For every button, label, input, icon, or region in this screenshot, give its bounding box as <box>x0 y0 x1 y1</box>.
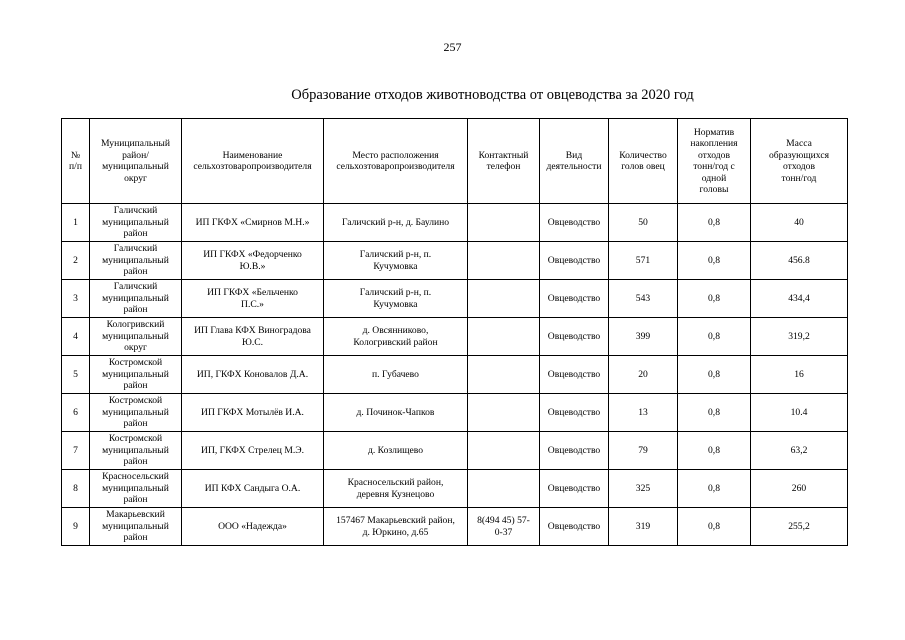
activity-cell: Овцеводство <box>540 318 609 356</box>
phone-cell <box>468 318 540 356</box>
header-number: № п/п <box>62 119 90 204</box>
waste-norm-cell: 0,8 <box>678 204 751 242</box>
waste-norm-cell: 0,8 <box>678 242 751 280</box>
table-row <box>62 432 848 470</box>
activity-cell: Овцеводство <box>540 432 609 470</box>
phone-cell <box>468 204 540 242</box>
waste-norm-cell: 0,8 <box>678 356 751 394</box>
location-cell: д. Починок-Чапков <box>324 394 468 432</box>
activity-cell: Овцеводство <box>540 204 609 242</box>
table-row <box>62 470 848 508</box>
activity-cell: Овцеводство <box>540 508 609 546</box>
producer-name-cell: ИП Глава КФХ Виноградова Ю.С. <box>182 318 324 356</box>
producer-name-cell: ИП, ГКФХ Коновалов Д.А. <box>182 356 324 394</box>
table-body <box>62 204 848 546</box>
producer-name-cell: ИП, ГКФХ Стрелец М.Э. <box>182 432 324 470</box>
header-location: Место расположения сельхозтоваропроизводителя <box>324 119 468 204</box>
producer-name-cell: ИП ГКФХ «Смирнов М.Н.» <box>182 204 324 242</box>
sheep-count-cell: 543 <box>609 280 678 318</box>
header-phone: Контактный телефон <box>468 119 540 204</box>
waste-mass-cell: 255,2 <box>751 508 848 546</box>
header-activity: Вид деятельности <box>540 119 609 204</box>
producer-name-cell: ИП ГКФХ Мотылёв И.А. <box>182 394 324 432</box>
waste-mass-cell: 40 <box>751 204 848 242</box>
waste-mass-cell: 10.4 <box>751 394 848 432</box>
sheep-count-cell: 319 <box>609 508 678 546</box>
page-number: 257 <box>443 40 462 54</box>
header-producer-name: Наименование сельхозтоваропроизводителя <box>182 119 324 204</box>
sheep-count-cell: 50 <box>609 204 678 242</box>
row-number-cell: 6 <box>62 394 90 432</box>
waste-norm-cell: 0,8 <box>678 394 751 432</box>
phone-cell <box>468 242 540 280</box>
location-cell: 157467 Макарьевский район, д. Юркино, д.65 <box>324 508 468 546</box>
sheep-count-cell: 13 <box>609 394 678 432</box>
producer-name-cell: ИП ГКФХ «Бельченко П.С.» <box>182 280 324 318</box>
phone-cell <box>468 432 540 470</box>
table-row <box>62 204 848 242</box>
activity-cell: Овцеводство <box>540 470 609 508</box>
row-number-cell: 8 <box>62 470 90 508</box>
waste-mass-cell: 260 <box>751 470 848 508</box>
location-cell: д. Овсянниково, Кологривский район <box>324 318 468 356</box>
table-header-row <box>62 119 848 204</box>
activity-cell: Овцеводство <box>540 280 609 318</box>
sheep-count-cell: 79 <box>609 432 678 470</box>
waste-norm-cell: 0,8 <box>678 318 751 356</box>
producer-name-cell: ИП ГКФХ «Федорченко Ю.В.» <box>182 242 324 280</box>
location-cell: п. Губачево <box>324 356 468 394</box>
phone-cell <box>468 280 540 318</box>
table-row <box>62 508 848 546</box>
table-row <box>62 242 848 280</box>
sheep-count-cell: 325 <box>609 470 678 508</box>
producer-name-cell: ООО «Надежда» <box>182 508 324 546</box>
location-cell: Красносельский район, деревня Кузнецово <box>324 470 468 508</box>
location-cell: д. Козлищево <box>324 432 468 470</box>
waste-mass-cell: 319,2 <box>751 318 848 356</box>
waste-mass-cell: 456.8 <box>751 242 848 280</box>
row-number-cell: 9 <box>62 508 90 546</box>
document-title: Образование отходов животноводства от овцеводства за 2020 год <box>291 87 694 103</box>
row-number-cell: 3 <box>62 280 90 318</box>
waste-norm-cell: 0,8 <box>678 280 751 318</box>
header-waste-norm: Норматив накопления отходов тонн/год с одной головы <box>678 119 751 204</box>
district-cell: Костромской муниципальный район <box>90 394 182 432</box>
sheep-count-cell: 571 <box>609 242 678 280</box>
waste-norm-cell: 0,8 <box>678 470 751 508</box>
activity-cell: Овцеводство <box>540 394 609 432</box>
row-number-cell: 5 <box>62 356 90 394</box>
waste-norm-cell: 0,8 <box>678 508 751 546</box>
phone-cell: 8(494 45) 57- 0-37 <box>468 508 540 546</box>
header-waste-mass: Масса образующихся отходов тонн/год <box>751 119 848 204</box>
district-cell: Костромской муниципальный район <box>90 356 182 394</box>
phone-cell <box>468 470 540 508</box>
table-row <box>62 318 848 356</box>
location-cell: Галичский р-н, п. Кучумовка <box>324 242 468 280</box>
phone-cell <box>468 356 540 394</box>
district-cell: Галичский муниципальный район <box>90 204 182 242</box>
row-number-cell: 4 <box>62 318 90 356</box>
table-row <box>62 280 848 318</box>
district-cell: Костромской муниципальный район <box>90 432 182 470</box>
sheep-count-cell: 399 <box>609 318 678 356</box>
waste-mass-cell: 16 <box>751 356 848 394</box>
row-number-cell: 2 <box>62 242 90 280</box>
waste-norm-cell: 0,8 <box>678 432 751 470</box>
district-cell: Галичский муниципальный район <box>90 242 182 280</box>
table-row <box>62 394 848 432</box>
district-cell: Галичский муниципальный район <box>90 280 182 318</box>
district-cell: Макарьевский муниципальный район <box>90 508 182 546</box>
location-cell: Галичский р-н, п. Кучумовка <box>324 280 468 318</box>
district-cell: Красносельский муниципальный район <box>90 470 182 508</box>
header-sheep-count: Количество голов овец <box>609 119 678 204</box>
row-number-cell: 1 <box>62 204 90 242</box>
header-district: Муниципальный район/ муниципальный округ <box>90 119 182 204</box>
waste-table <box>61 118 848 546</box>
district-cell: Кологривский муниципальный округ <box>90 318 182 356</box>
waste-mass-cell: 434,4 <box>751 280 848 318</box>
activity-cell: Овцеводство <box>540 242 609 280</box>
row-number-cell: 7 <box>62 432 90 470</box>
activity-cell: Овцеводство <box>540 356 609 394</box>
sheep-count-cell: 20 <box>609 356 678 394</box>
location-cell: Галичский р-н, д. Баулино <box>324 204 468 242</box>
table-row <box>62 356 848 394</box>
waste-mass-cell: 63,2 <box>751 432 848 470</box>
producer-name-cell: ИП КФХ Сандыга О.А. <box>182 470 324 508</box>
phone-cell <box>468 394 540 432</box>
